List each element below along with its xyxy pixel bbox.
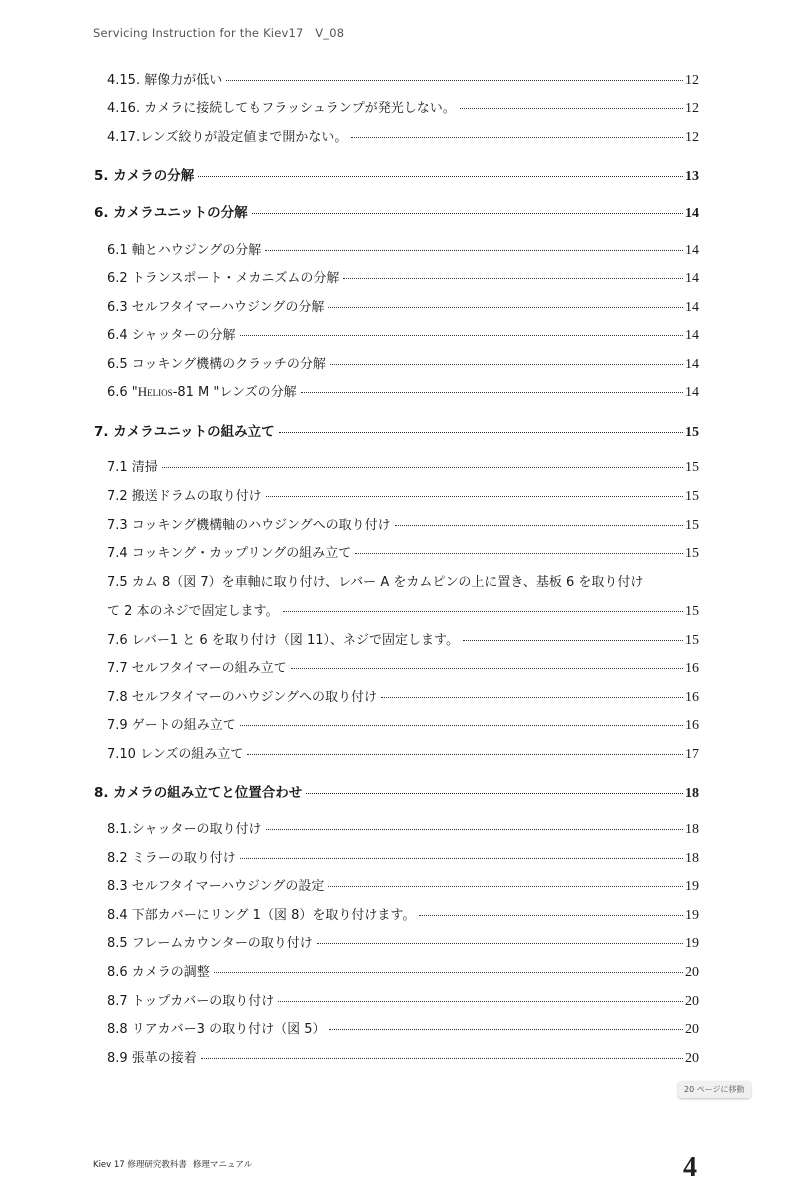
toc-entry-page: 20 (685, 1051, 699, 1066)
dot-leader (198, 176, 683, 177)
dot-leader (330, 364, 683, 365)
toc-chapter-5[interactable] (94, 164, 699, 184)
dot-leader (329, 1029, 683, 1030)
toc-entry-8-3[interactable] (107, 875, 699, 895)
toc-entry-label: 7.2 搬送ドラムの取り付け (107, 489, 262, 504)
dot-leader (301, 392, 683, 393)
dot-leader (283, 611, 684, 612)
toc-entry-label: 7.8 セルフタイマーのハウジングへの取り付け (107, 690, 378, 705)
toc-entry-label: 8.1.シャッターの取り付け (107, 822, 262, 837)
toc-entry-page: 12 (685, 73, 699, 88)
toc-entry-label: 8.6 カメラの調整 (107, 965, 210, 980)
toc-entry-6-5[interactable] (107, 353, 699, 373)
dot-leader (419, 915, 683, 916)
toc-entry-label: 8.9 張革の接着 (107, 1051, 197, 1066)
toc-chapter-label: 5. カメラの分解 (94, 168, 195, 184)
toc-entry-label: 6.4 シャッターの分解 (107, 328, 236, 343)
dot-leader (463, 640, 683, 641)
toc-entry-page: 20 (685, 1022, 699, 1037)
label-helios: Helios (137, 384, 173, 399)
toc-chapter-label: 7. カメラユニットの組み立て (94, 424, 275, 440)
toc-entry-label: 6.2 トランスポート・メカニズムの分解 (107, 271, 340, 286)
toc-entry-page: 15 (685, 633, 699, 648)
toc-entry-page: 12 (685, 130, 699, 145)
page-header-title: Servicing Instruction for the Kiev17 V_08 (93, 26, 345, 40)
toc-chapter-label: 6. カメラユニットの分解 (94, 205, 248, 221)
dot-leader (355, 553, 683, 554)
toc-entry-label: 4.15. 解像力が低い (107, 73, 223, 88)
dot-leader (328, 886, 683, 887)
toc-entry-label: 4.16. カメラに接続してもフラッシュランプが発光しない。 (107, 101, 456, 116)
toc-entry-7-5-line1[interactable]: 7.5 カム 8（図 7）を車軸に取り付け、レバー A をカムピンの上に置き、基板 6 を取り付け (107, 575, 644, 590)
toc-entry-8-7[interactable] (107, 990, 699, 1010)
toc-entry-page: 15 (685, 546, 699, 561)
toc-chapter-page: 15 (685, 425, 699, 440)
toc-entry-label: 7.4 コッキング・カップリングの組み立て (107, 546, 352, 561)
toc-entry-7-3[interactable] (107, 514, 699, 534)
toc-entry-8-8[interactable] (107, 1018, 699, 1038)
toc-entry-page: 19 (685, 908, 699, 923)
toc-entry-8-9[interactable] (107, 1047, 699, 1067)
toc-entry-page: 15 (685, 604, 699, 619)
footer-book-title: Kiev 17 修理研究教科書 (93, 1160, 187, 1170)
toc-entry-6-1[interactable] (107, 239, 699, 259)
toc-entry-6-4[interactable] (107, 324, 699, 344)
toc-chapter-label: 8. カメラの組み立てと位置合わせ (94, 785, 303, 801)
toc-entry-page: 15 (685, 518, 699, 533)
dot-leader (266, 496, 683, 497)
footer-subtitle: 修理マニュアル (192, 1160, 253, 1170)
toc-entry-label: 8.7 トップカバーの取り付け (107, 994, 275, 1009)
toc-entry-page: 16 (685, 718, 699, 733)
toc-entry-8-4[interactable] (107, 904, 699, 924)
toc-entry-label (107, 381, 299, 400)
dot-leader (252, 213, 683, 214)
toc-entry-7-2[interactable] (107, 485, 699, 505)
toc-entry-label: 8.3 セルフタイマーハウジングの設定 (107, 879, 325, 894)
toc-entry-label: て 2 本のネジで固定します。 (107, 604, 279, 619)
toc-entry-7-10[interactable] (107, 743, 699, 763)
dot-leader (381, 697, 683, 698)
toc-entry-page: 14 (685, 300, 699, 315)
toc-entry-label: 6.3 セルフタイマーハウジングの分解 (107, 300, 325, 315)
toc-entry-label: 7.7 セルフタイマーの組み立て (107, 661, 287, 676)
toc-entry-label: 4.17.レンズ絞りが設定値まで開かない。 (107, 130, 348, 145)
dot-leader (395, 525, 683, 526)
toc-entry-6-6[interactable] (107, 381, 699, 401)
dot-leader (240, 335, 683, 336)
dot-leader (214, 972, 683, 973)
dot-leader (291, 668, 683, 669)
toc-entry-6-2[interactable] (107, 267, 699, 287)
dot-leader (226, 80, 683, 81)
dot-leader (240, 858, 683, 859)
toc-entry-page: 14 (685, 357, 699, 372)
dot-leader (460, 108, 683, 109)
toc-entry-7-4[interactable] (107, 542, 699, 562)
label-prefix: 6.6 " (107, 385, 138, 400)
toc-entry-page: 16 (685, 690, 699, 705)
toc-entry-page: 15 (685, 489, 699, 504)
toc-chapter-page: 13 (685, 169, 699, 184)
toc-entry-page: 14 (685, 328, 699, 343)
toc-entry-7-8[interactable] (107, 686, 699, 706)
toc-chapter-page: 14 (685, 206, 699, 221)
toc-entry-page: 14 (685, 271, 699, 286)
toc-entry-page: 20 (685, 965, 699, 980)
dot-leader (328, 307, 683, 308)
toc-chapter-6[interactable] (94, 201, 699, 221)
goto-page-tooltip-button[interactable]: 20 ページに移動 (678, 1081, 751, 1098)
toc-chapter-8[interactable] (94, 781, 699, 801)
toc-entry-label: 8.8 リアカバー3 の取り付け（図 5） (107, 1022, 326, 1037)
toc-entry-4-17[interactable] (107, 126, 699, 146)
toc-entry-label: 6.5 コッキング機構のクラッチの分解 (107, 357, 326, 372)
toc-entry-7-7[interactable] (107, 657, 699, 677)
dot-leader (162, 467, 683, 468)
toc-entry-label: 7.1 清掃 (107, 460, 158, 475)
toc-entry-8-6[interactable] (107, 961, 699, 981)
toc-chapter-page: 18 (685, 786, 699, 801)
dot-leader (266, 829, 683, 830)
dot-leader (201, 1058, 683, 1059)
page-footer (93, 1158, 252, 1170)
toc-entry-page: 19 (685, 936, 699, 951)
toc-entry-label: 6.1 軸とハウジングの分解 (107, 243, 262, 258)
toc-entry-6-3[interactable] (107, 296, 699, 316)
toc-entry-7-1[interactable] (107, 456, 699, 476)
dot-leader (265, 250, 683, 251)
page-number: 4 (683, 1152, 697, 1183)
toc-entry-label: 7.9 ゲートの組み立て (107, 718, 236, 733)
dot-leader (247, 754, 683, 755)
toc-entry-8-1[interactable] (107, 818, 699, 838)
dot-leader (306, 793, 683, 794)
toc-entry-label: 7.10 レンズの組み立て (107, 747, 244, 762)
toc-entry-label: 8.4 下部カバーにリング 1（図 8）を取り付けます。 (107, 908, 416, 923)
toc-entry-8-5[interactable] (107, 932, 699, 952)
toc-entry-page: 12 (685, 101, 699, 116)
toc-entry-page: 14 (685, 385, 699, 400)
toc-entry-page: 16 (685, 661, 699, 676)
toc-entry-page: 18 (685, 822, 699, 837)
toc-entry-7-6[interactable] (107, 629, 699, 649)
toc-entry-4-15[interactable] (107, 69, 699, 89)
toc-entry-label: 7.6 レバー1 と 6 を取り付け（図 11）、ネジで固定します。 (107, 633, 459, 648)
toc-entry-label: 7.3 コッキング機構軸のハウジングへの取り付け (107, 518, 391, 533)
toc-entry-page: 19 (685, 879, 699, 894)
dot-leader (351, 137, 683, 138)
dot-leader (317, 943, 683, 944)
toc-entry-label: 8.2 ミラーの取り付け (107, 851, 236, 866)
toc-entry-8-2[interactable] (107, 847, 699, 867)
label-suffix: -81 M "レンズの分解 (172, 385, 297, 400)
dot-leader (343, 278, 683, 279)
toc-entry-page: 15 (685, 460, 699, 475)
toc-entry-page: 18 (685, 851, 699, 866)
toc-chapter-7[interactable] (94, 420, 699, 440)
dot-leader (240, 725, 683, 726)
toc-entry-page: 17 (685, 747, 699, 762)
toc-entry-4-16[interactable] (107, 97, 699, 117)
toc-entry-page: 14 (685, 243, 699, 258)
dot-leader (279, 432, 683, 433)
toc-entry-page: 20 (685, 994, 699, 1009)
dot-leader (278, 1001, 683, 1002)
toc-entry-label: 8.5 フレームカウンターの取り付け (107, 936, 313, 951)
toc-entry-7-5[interactable] (107, 600, 699, 620)
toc-entry-7-9[interactable] (107, 714, 699, 734)
